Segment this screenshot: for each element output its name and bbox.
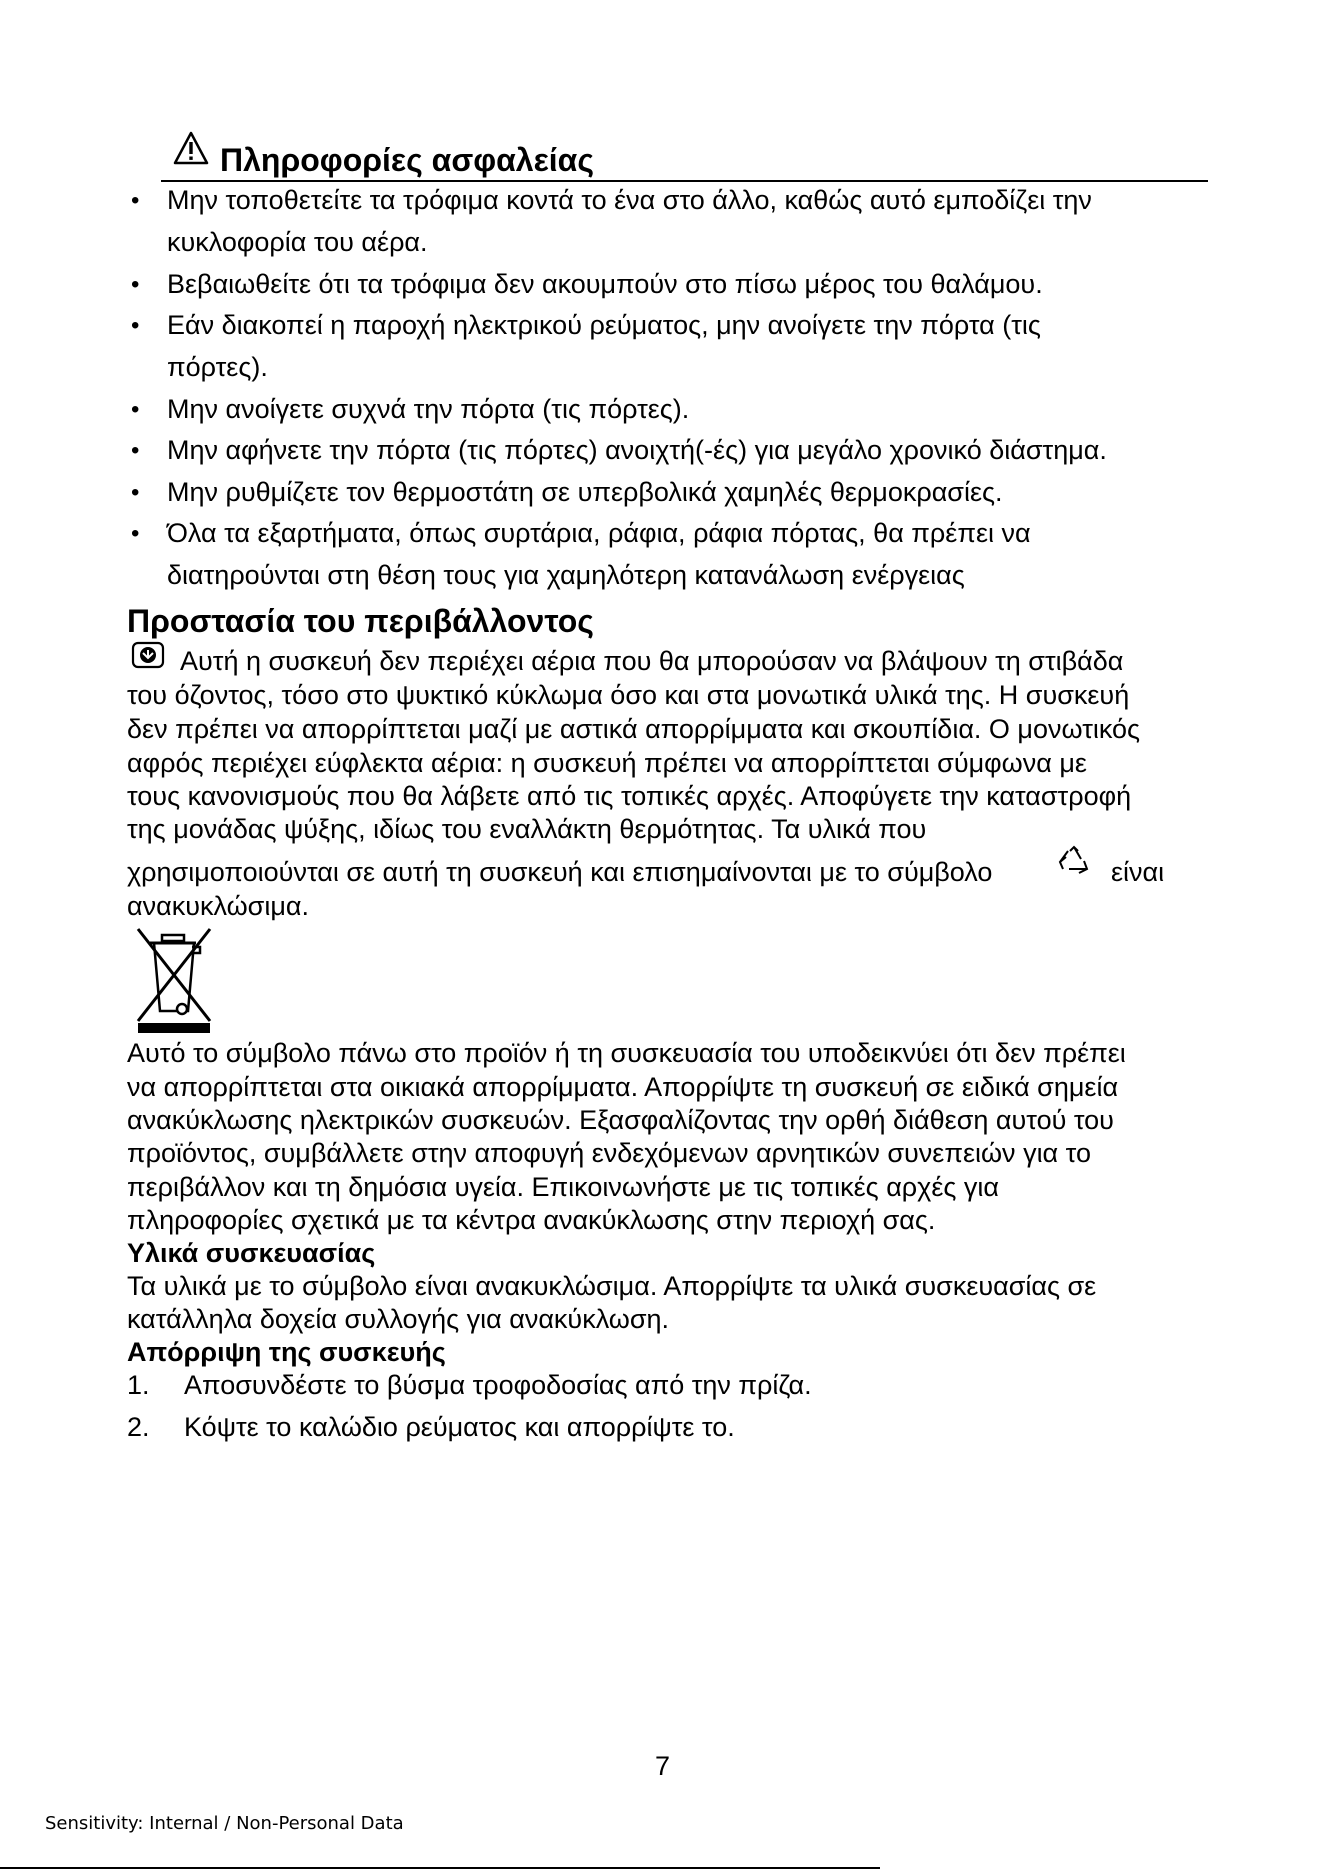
step-1-text: Αποσυνδέστε το βύσμα τροφοδοσίας από την πρίζα. (184, 1370, 812, 1400)
weee-bin-icon (134, 925, 214, 1033)
env-line-8: ανακυκλώσιμα. (127, 891, 309, 921)
page-number: 7 (655, 1751, 671, 1781)
safety-item-3-line-2: πόρτες). (167, 352, 268, 382)
env-line-4: αφρός περιέχει εύφλεκτα αέρια: η συσκευή πρέπει να απορρίπτεται σύμφωνα με (127, 748, 1087, 778)
step-2-text: Κόψτε το καλώδιο ρεύματος και απορρίψτε το. (184, 1412, 735, 1442)
env-line-3: δεν πρέπει να απορρίπτεται μαζί με αστικά απορρίμματα και σκουπίδια. Ο μονωτικός (127, 714, 1141, 744)
safety-item-5: Μην αφήνετε την πόρτα (τις πόρτες) ανοιχτή(-ές) για μεγάλο χρονικό διάστημα. (167, 435, 1107, 465)
recycle-icon (1057, 845, 1091, 879)
step-1-number: 1. (127, 1370, 150, 1400)
safety-item-7-line-2: διατηρούνται στη θέση τους για χαμηλότερη κατανάλωση ενέργειας (167, 560, 965, 590)
bullet-4: • (131, 396, 140, 423)
weee-line-1: Αυτό το σύμβολο πάνω στο προϊόν ή τη συσκευασία του υποδεικνύει ότι δεν πρέπει (127, 1038, 1126, 1068)
weee-line-6: πληροφορίες σχετικά με τα κέντρα ανακύκλωσης στην περιοχή σας. (127, 1205, 936, 1235)
safety-item-4: Μην ανοίγετε συχνά την πόρτα (τις πόρτες). (167, 394, 690, 424)
bullet-7: • (131, 520, 140, 547)
ozone-icon (131, 641, 165, 669)
environment-title: Προστασία του περιβάλλοντος (127, 603, 594, 639)
safety-item-6: Μην ρυθμίζετε τον θερμοστάτη σε υπερβολικά χαμηλές θερμοκρασίες. (167, 477, 1003, 507)
packaging-line-1: Τα υλικά με το σύμβολο είναι ανακυκλώσιμα. Απορρίψτε τα υλικά συσκευασίας σε (127, 1271, 1097, 1301)
footer-rule (0, 1867, 880, 1869)
bullet-6: • (131, 479, 140, 506)
bullet-5: • (131, 437, 140, 464)
weee-line-3: ανακύκλωσης ηλεκτρικών συσκευών. Εξασφαλίζοντας την ορθή διάθεση αυτού του (127, 1105, 1114, 1135)
weee-line-5: περιβάλλον και τη δημόσια υγεία. Επικοινωνήστε με τις τοπικές αρχές για (127, 1172, 999, 1202)
warning-icon (172, 130, 210, 166)
weee-line-2: να απορρίπτεται στα οικιακά απορρίμματα. Απορρίψτε τη συσκευή σε ειδικά σημεία (127, 1072, 1119, 1102)
title-underline (161, 180, 1208, 182)
safety-item-3-line-1: Εάν διακοπεί η παροχή ηλεκτρικού ρεύματος, μην ανοίγετε την πόρτα (τις (167, 310, 1041, 340)
safety-item-1-line-1: Μην τοποθετείτε τα τρόφιμα κοντά το ένα στο άλλο, καθώς αυτό εμποδίζει την (167, 185, 1092, 215)
disposal-title: Απόρριψη της συσκευής (127, 1337, 446, 1367)
weee-line-4: προϊόντος, συμβάλλετε στην αποφυγή ενδεχόμενων αρνητικών συνεπειών για το (127, 1138, 1091, 1168)
step-2-number: 2. (127, 1412, 150, 1442)
packaging-title: Υλικά συσκευασίας (127, 1238, 376, 1268)
env-line-2: του όζοντος, τόσο στο ψυκτικό κύκλωμα όσο και στα μονωτικά υλικά της. Η συσκευή (127, 680, 1130, 710)
safety-item-2: Βεβαιωθείτε ότι τα τρόφιμα δεν ακουμπούν στο πίσω μέρος του θαλάμου. (167, 269, 1043, 299)
safety-item-1-line-2: κυκλοφορία του αέρα. (167, 227, 428, 257)
packaging-line-2: κατάλληλα δοχεία συλλογής για ανακύκλωση. (127, 1304, 670, 1334)
bullet-3: • (131, 312, 140, 339)
bullet-1: • (131, 187, 140, 214)
bullet-2: • (131, 271, 140, 298)
env-line-6: της μονάδας ψύξης, ιδίως του εναλλάκτη θερμότητας. Τα υλικά που (127, 814, 927, 844)
env-line-1: Αυτή η συσκευή δεν περιέχει αέρια που θα μπορούσαν να βλάψουν τη στιβάδα (180, 646, 1124, 676)
sensitivity-footer: Sensitivity: Internal / Non-Personal Data (45, 1813, 404, 1834)
safety-title: Πληροφορίες ασφαλείας (220, 142, 594, 178)
env-line-7-end: είναι (1111, 857, 1165, 887)
env-line-7: χρησιμοποιούνται σε αυτή τη συσκευή και επισημαίνονται με το σύμβολο (127, 857, 993, 887)
safety-item-7-line-1: Όλα τα εξαρτήματα, όπως συρτάρια, ράφια, ράφια πόρτας, θα πρέπει να (167, 518, 1031, 548)
env-line-5: τους κανονισμούς που θα λάβετε από τις τοπικές αρχές. Αποφύγετε την καταστροφή (127, 781, 1132, 811)
